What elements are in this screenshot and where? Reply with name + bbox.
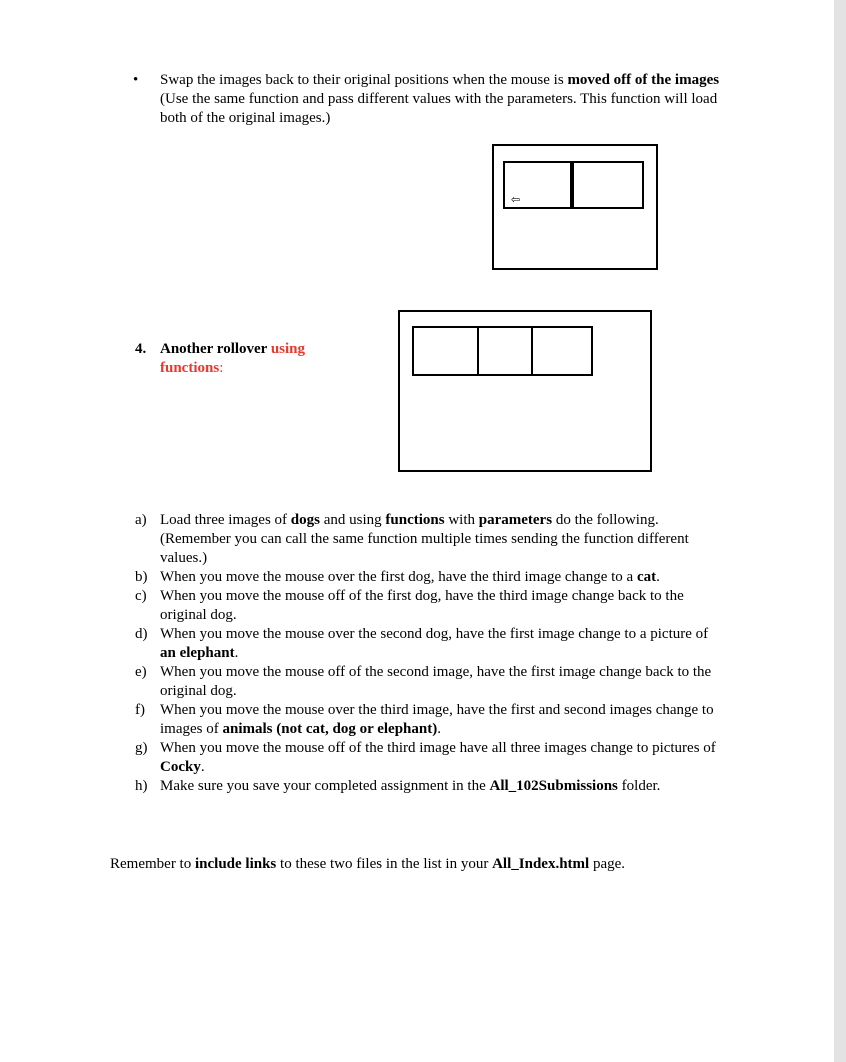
list-item-text bbox=[160, 568, 725, 587]
list-item-part: When you move the mouse over the third image, have the first and second images change to images of bbox=[160, 702, 714, 737]
list-item-text bbox=[160, 701, 725, 739]
image-placeholder-2 bbox=[570, 161, 644, 209]
list-item-part: . bbox=[200, 759, 205, 775]
list-item-label: e) bbox=[135, 664, 147, 680]
list-item-text bbox=[160, 511, 725, 568]
list-item-label: d) bbox=[135, 626, 148, 642]
reminder-part: page. bbox=[589, 856, 626, 872]
section-number: 4. bbox=[135, 341, 147, 357]
list-item bbox=[135, 568, 725, 587]
list-item-bold: an elephant bbox=[160, 645, 235, 661]
list-item-text bbox=[160, 739, 725, 777]
bullet-text-part: (Use the same function and pass different values with the parameters. This function will load both of the original images.) bbox=[160, 91, 718, 126]
list-item-bold: dogs bbox=[290, 512, 320, 528]
list-item-text bbox=[160, 777, 725, 796]
list-item-part: . bbox=[234, 645, 239, 661]
list-item-bold: functions bbox=[385, 512, 445, 528]
list-item-bold: All_102Submissions bbox=[489, 778, 618, 794]
list-item-part: and using bbox=[319, 512, 386, 528]
list-item-label: a) bbox=[135, 512, 147, 528]
section-title-colon: : bbox=[219, 360, 224, 376]
reminder-line bbox=[110, 855, 750, 874]
bullet-text-bold: moved off of the images bbox=[567, 72, 720, 88]
bullet-text-part: Swap the images back to their original positions when the mouse is bbox=[160, 72, 568, 88]
mockup-frame-three-images bbox=[398, 310, 652, 472]
reminder-bold: include links bbox=[194, 856, 277, 872]
list-item-label: h) bbox=[135, 778, 148, 794]
list-item-label: g) bbox=[135, 740, 148, 756]
list-item-part: . bbox=[656, 569, 660, 585]
list-item-part: When you move the mouse off of the third image have all three images change to pictures of bbox=[160, 740, 716, 756]
list-item bbox=[135, 663, 725, 701]
list-item-bold: cat bbox=[636, 569, 657, 585]
list-item bbox=[135, 701, 725, 739]
list-item-part: . bbox=[437, 721, 441, 737]
list-item-part: do the following. (Remember you can call the same function multiple times sending the function different values.) bbox=[160, 512, 689, 566]
list-item-bold: animals (not cat, dog or elephant) bbox=[222, 721, 438, 737]
image-placeholder-1 bbox=[503, 161, 574, 209]
pointer-arrow-icon: ⇦ bbox=[511, 193, 521, 206]
list-item-part: Load three images of bbox=[160, 512, 291, 528]
list-item-text bbox=[160, 587, 725, 625]
bullet-dot: • bbox=[133, 72, 139, 88]
section-title-highlight: using functions bbox=[160, 341, 306, 376]
list-item-part: When you move the mouse off of the first dog, have the third image change back to the original dog. bbox=[160, 588, 684, 623]
image-placeholder-1 bbox=[412, 326, 479, 376]
list-item bbox=[135, 777, 725, 796]
list-item-part: folder. bbox=[617, 778, 661, 794]
reminder-part: Remember to bbox=[110, 856, 195, 872]
list-item-text bbox=[160, 625, 725, 663]
mockup-frame-two-images bbox=[492, 144, 658, 270]
section-title bbox=[160, 340, 370, 378]
bullet-text bbox=[160, 71, 720, 128]
reminder-bold: All_Index.html bbox=[492, 856, 590, 872]
image-placeholder-2 bbox=[477, 326, 533, 376]
list-item-part: Make sure you save your completed assignment in the bbox=[160, 778, 490, 794]
list-item-part: When you move the mouse off of the second image, have the first image change back to the original dog. bbox=[160, 664, 712, 699]
list-item-bold: Cocky bbox=[160, 759, 201, 775]
reminder-part: to these two files in the list in your bbox=[276, 856, 493, 872]
list-item-part: When you move the mouse over the first dog, have the third image change to a bbox=[160, 569, 637, 585]
section-title-part: Another rollover bbox=[160, 341, 271, 357]
image-placeholder-3 bbox=[531, 326, 593, 376]
list-item bbox=[135, 739, 725, 777]
list-item-part: When you move the mouse over the second dog, have the first image change to a picture of bbox=[160, 626, 709, 642]
list-item bbox=[135, 587, 725, 625]
list-item-bold: parameters bbox=[478, 512, 553, 528]
instruction-list bbox=[135, 511, 725, 796]
window-edge-bar bbox=[834, 0, 846, 1062]
list-item bbox=[135, 511, 725, 568]
list-item-label: f) bbox=[135, 702, 145, 718]
list-item-text bbox=[160, 663, 725, 701]
list-item-label: c) bbox=[135, 588, 147, 604]
list-item-part: with bbox=[444, 512, 479, 528]
list-item bbox=[135, 625, 725, 663]
list-item-label: b) bbox=[135, 569, 148, 585]
